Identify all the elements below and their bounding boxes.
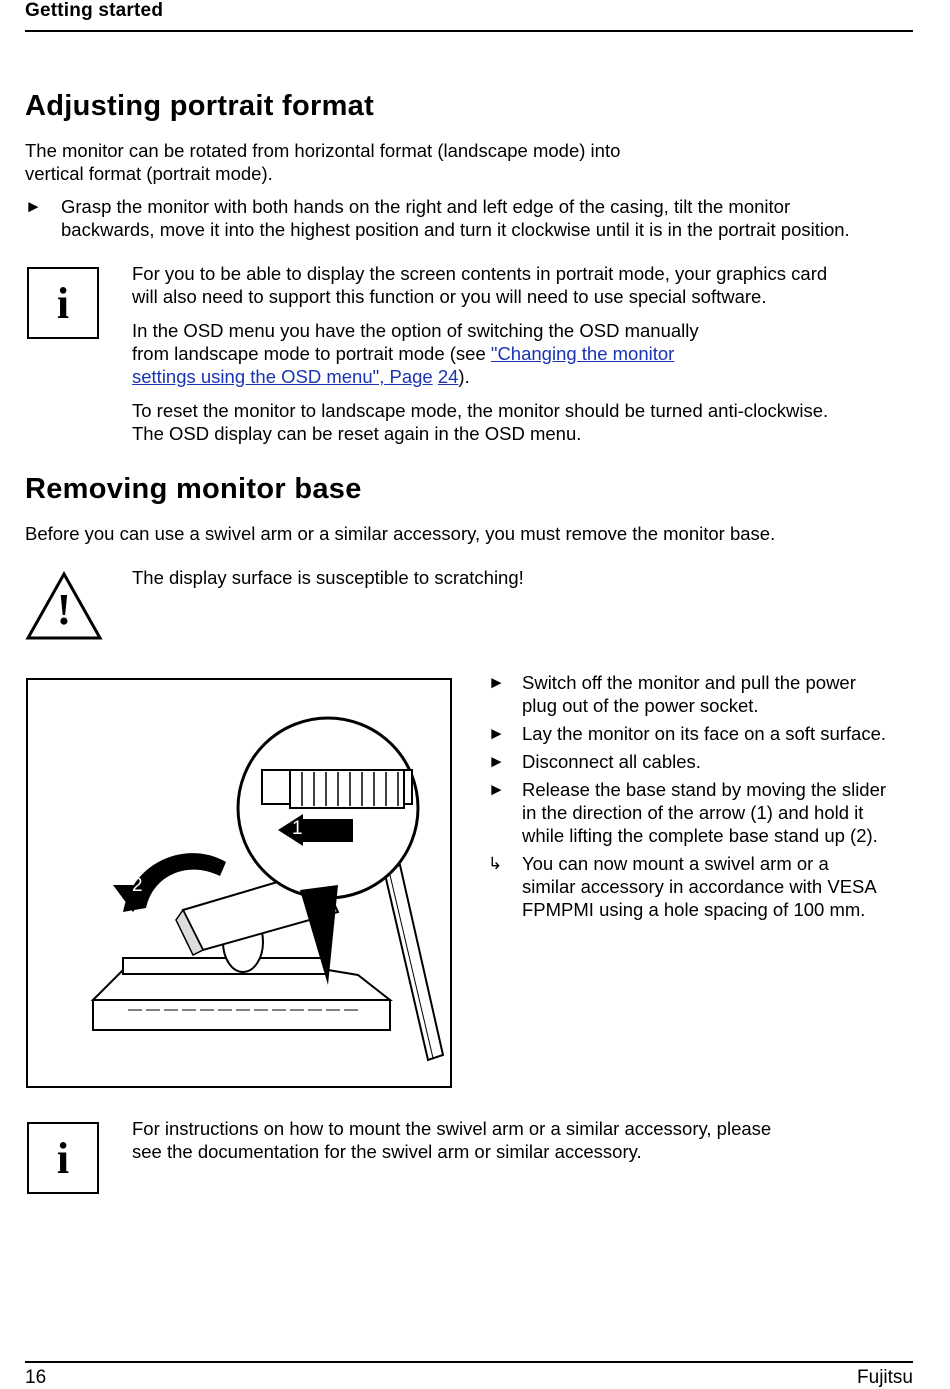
header-rule <box>25 30 913 32</box>
note2-prefix: from landscape mode to portrait mode (see <box>132 343 491 364</box>
page-24-link[interactable]: 24 <box>437 366 459 387</box>
step-item <box>488 671 918 717</box>
running-header: Getting started <box>25 0 164 21</box>
bullet-arrow-icon: ► <box>488 673 505 692</box>
figure-label-1: 1 <box>292 818 303 839</box>
step-text <box>522 750 918 773</box>
step-line: plug out of the power socket. <box>522 695 759 716</box>
step-line: Release the base stand by moving the slider <box>522 779 887 800</box>
note2-suffix: ). <box>458 366 470 387</box>
bullet-arrow-icon: ► <box>25 197 42 216</box>
step-item <box>488 722 918 745</box>
final-note-line-2: see the documentation for the swivel arm or similar accessory. <box>132 1141 642 1162</box>
osd-menu-link-continued[interactable]: settings using the OSD menu", Page <box>132 366 433 387</box>
step-text <box>522 778 918 847</box>
note2-line-3 <box>132 365 922 388</box>
warning-text: The display surface is susceptible to scratching! <box>132 567 524 588</box>
portrait-step <box>25 195 925 241</box>
base-removal-steps <box>488 671 918 926</box>
step-text <box>522 852 918 921</box>
final-note <box>132 1117 922 1163</box>
step-line: Lay the monitor on its face on a soft surface. <box>522 723 887 744</box>
step-line: You can now mount a swivel arm or a <box>522 853 829 874</box>
step-line: while lifting the complete base stand up (2). <box>522 825 878 846</box>
portrait-step-line-1: Grasp the monitor with both hands on the right and left edge of the casing, tilt the monitor <box>61 196 791 217</box>
bullet-arrow-icon: ► <box>488 752 505 771</box>
footer-rule <box>25 1361 913 1363</box>
step-line: Switch off the monitor and pull the power <box>522 672 856 693</box>
step-line: FPMPMI using a hole spacing of 100 mm. <box>522 899 866 920</box>
step-item <box>488 750 918 773</box>
portrait-step-text <box>61 195 925 241</box>
note2-line-1: In the OSD menu you have the option of switching the OSD manually <box>132 320 699 341</box>
portrait-intro <box>25 139 915 185</box>
step-text <box>522 722 918 745</box>
step-line: similar accessory in accordance with VESA <box>522 876 877 897</box>
bullet-arrow-icon: ► <box>488 780 505 799</box>
final-note-line-1: For instructions on how to mount the swivel arm or a similar accessory, please <box>132 1118 772 1139</box>
note1-line-2: will also need to support this function or you will need to use special software. <box>132 286 767 307</box>
osd-menu-link[interactable]: "Changing the monitor <box>490 343 675 364</box>
portrait-step-line-2: backwards, move it into the highest position and turn it clockwise until it is in the portrait position. <box>61 219 850 240</box>
warning-glyph: ! <box>56 585 72 634</box>
note3-line-2: The OSD display can be reset again in the OSD menu. <box>132 423 582 444</box>
result-arrow-icon: ↳ <box>488 854 503 873</box>
base-removal-illustration <box>28 680 452 1088</box>
info-icon: i <box>27 1122 99 1194</box>
page-number: 16 <box>25 1367 47 1388</box>
footer-brand: Fujitsu <box>857 1367 913 1388</box>
step-text <box>522 671 918 717</box>
info-icon: i <box>27 267 99 339</box>
base-removal-figure <box>26 678 452 1088</box>
step-item <box>488 778 918 847</box>
portrait-intro-line-1: The monitor can be rotated from horizontal format (landscape mode) into <box>25 140 621 161</box>
base-intro: Before you can use a swivel arm or a similar accessory, you must remove the monitor base. <box>25 523 776 544</box>
section-title-base: Removing monitor base <box>25 473 362 505</box>
note2-line-2 <box>132 342 922 365</box>
step-line: in the direction of the arrow (1) and hold it <box>522 802 864 823</box>
note1-line-1: For you to be able to display the screen contents in portrait mode, your graphics card <box>132 263 828 284</box>
bullet-arrow-icon: ► <box>488 724 505 743</box>
step-result <box>488 852 918 921</box>
portrait-notes <box>132 262 922 445</box>
step-line: Disconnect all cables. <box>522 751 701 772</box>
note3-line-1: To reset the monitor to landscape mode, the monitor should be turned anti-clockwise. <box>132 400 829 421</box>
section-title-portrait: Adjusting portrait format <box>25 90 375 122</box>
portrait-intro-line-2: vertical format (portrait mode). <box>25 163 273 184</box>
warning-icon <box>25 570 103 642</box>
figure-label-2: 2 <box>132 875 143 896</box>
